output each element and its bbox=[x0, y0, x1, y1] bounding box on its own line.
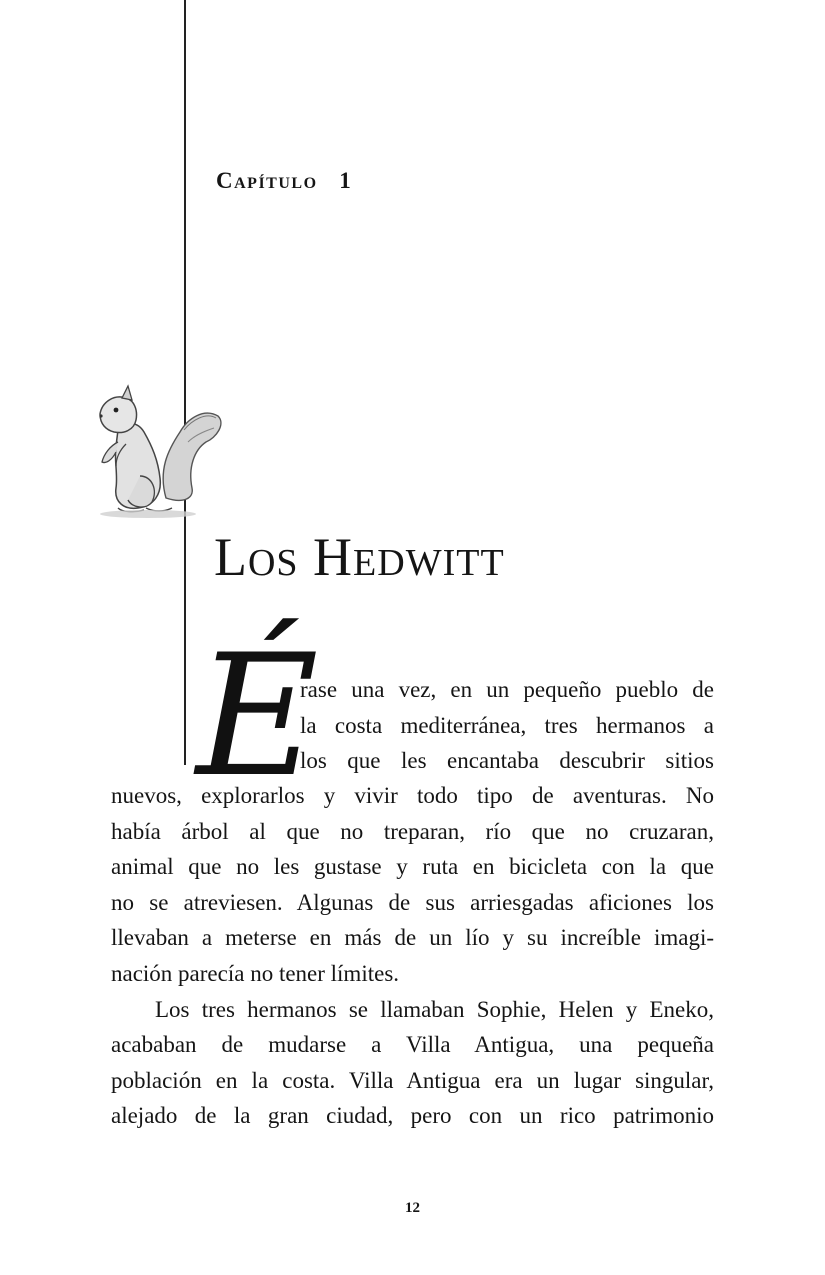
text-line: acababan de mudarse a Villa Antigua, una pequeña bbox=[111, 1032, 714, 1058]
text-line: no se atreviesen. Algunas de sus arriesgadas aficiones los bbox=[111, 889, 714, 915]
text-line: rase una vez, en un pequeño pueblo de bbox=[300, 677, 714, 702]
text-line: los que les encantaba descubrir sitios bbox=[300, 748, 714, 774]
chapter-label: Capítulo 1 bbox=[216, 168, 353, 193]
text-line: Los tres hermanos se llamaban Sophie, Helen y Eneko, bbox=[155, 996, 714, 1022]
text-line: nuevos, explorarlos y vivir todo tipo de aventuras. No bbox=[111, 783, 714, 808]
lead-paragraph bbox=[300, 672, 714, 779]
text-line: población en la costa. Villa Antigua era un lugar singular, bbox=[111, 1067, 714, 1093]
text-line: llevaban a meterse en más de un lío y su increíble imagi- bbox=[111, 925, 714, 951]
text-line: alejado de la gran ciudad, pero con un rico patrimonio bbox=[111, 1103, 714, 1129]
text-line: la costa mediterránea, tres hermanos a bbox=[300, 712, 714, 738]
squirrel-icon bbox=[88, 380, 228, 520]
page-number: 12 bbox=[405, 1200, 420, 1216]
text-line: había árbol al que no treparan, río que no cruzaran, bbox=[111, 818, 714, 844]
drop-cap: É bbox=[196, 618, 319, 814]
body-text bbox=[111, 778, 714, 1134]
text-line: animal que no les gustase y ruta en bicicleta con la que bbox=[111, 854, 714, 880]
chapter-title: Los Hedwitt bbox=[214, 527, 505, 587]
text-line: nación parecía no tener límites. bbox=[111, 960, 400, 986]
